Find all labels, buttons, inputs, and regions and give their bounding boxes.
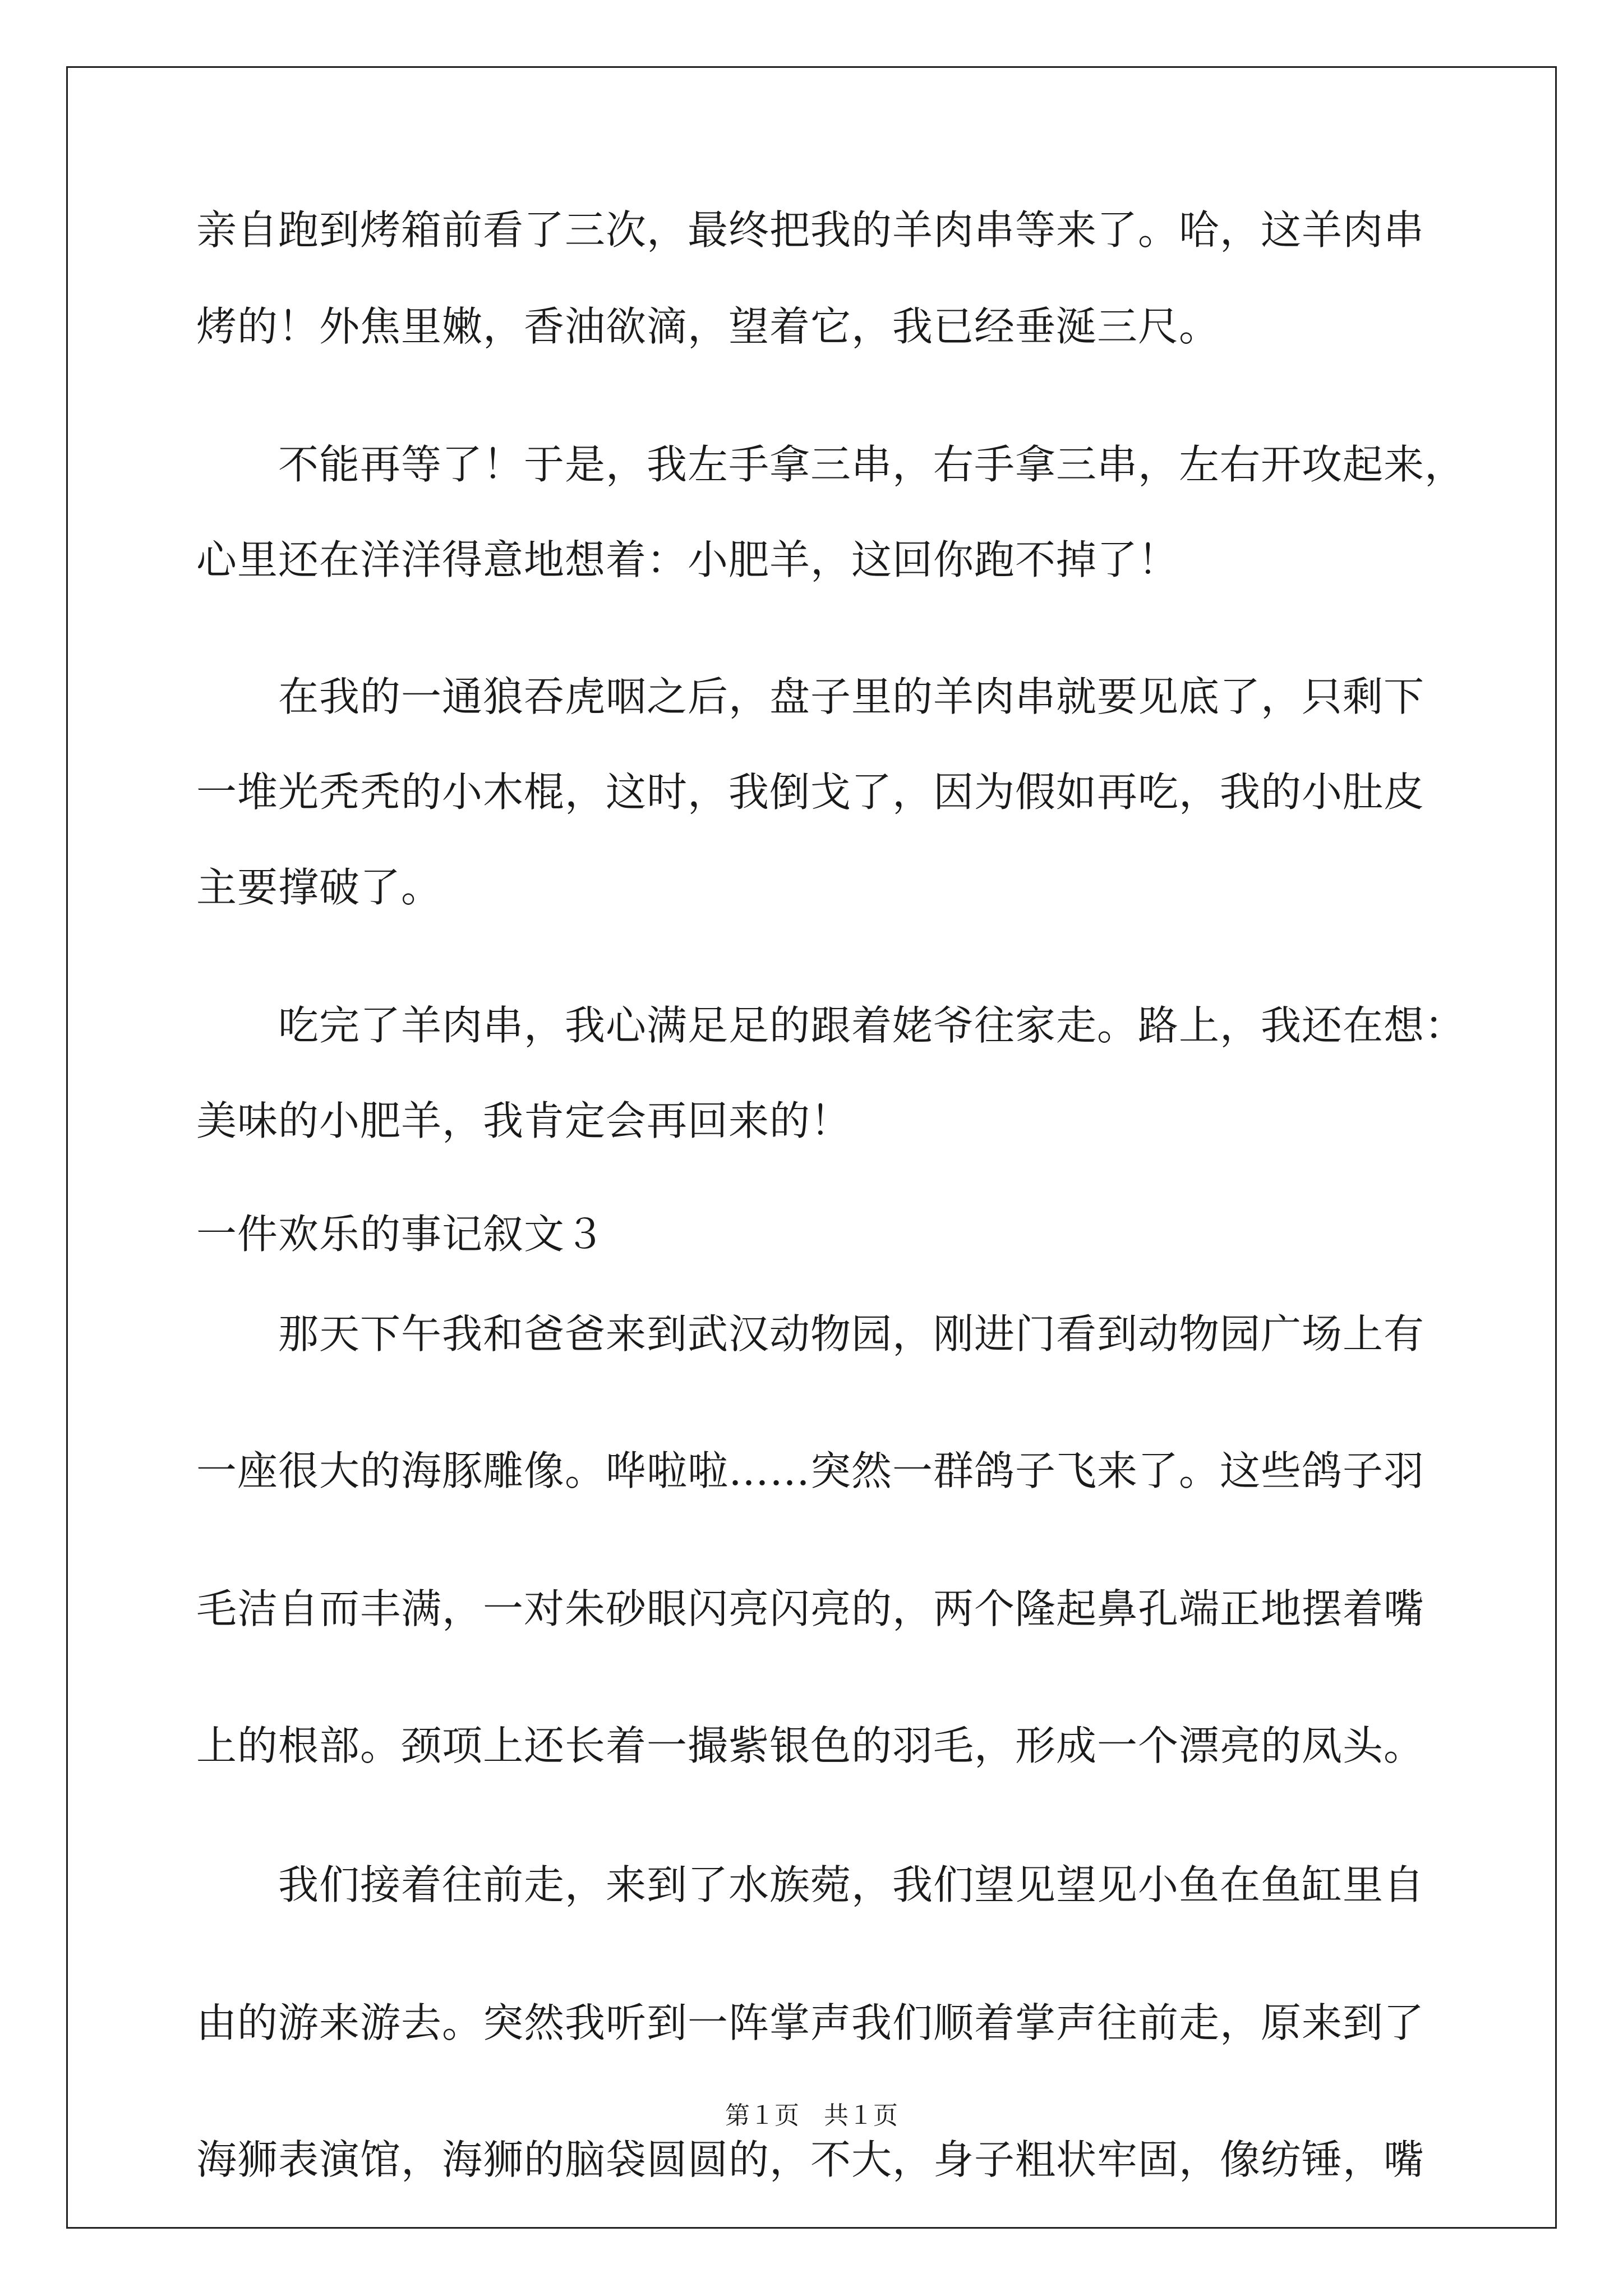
text-line: 不能再等了！于是，我左手拿三串，右手拿三串，左右开攻起来，	[196, 441, 1466, 488]
page-total: 共１页	[824, 2101, 898, 2130]
text-line: 烤的！外焦里嫩，香油欲滴，望着它，我已经垂涎三尺。	[196, 303, 1220, 350]
text-line: 一座很大的海豚雕像。哗啦啦……突然一群鸽子飞来了。这些鸽子羽	[196, 1447, 1425, 1494]
text-line: 上的根部。颈项上还长着一撮紫银色的羽毛，形成一个漂亮的凤头。	[196, 1722, 1425, 1769]
text-line: 由的游来游去。突然我听到一阵掌声我们顺着掌声往前走，原来到了	[196, 1999, 1425, 2046]
text-line: 在我的一通狼吞虎咽之后，盘子里的羊肉串就要见底了，只剩下	[196, 673, 1425, 720]
text-line: 那天下午我和爸爸来到武汉动物园，刚进门看到动物园广场上有	[196, 1310, 1425, 1358]
text-line: 海狮表演馆，海狮的脑袋圆圆的，不大，身子粗状牢固，像纺锤，嘴	[196, 2136, 1425, 2183]
text-line: 吃完了羊肉串，我心满足足的跟着姥爷往家走。路上，我还在想：	[196, 1002, 1466, 1049]
text-line: 我们接着往前走，来到了水族菀，我们望见望见小鱼在鱼缸里自	[196, 1861, 1425, 1908]
page-number: 第１页	[725, 2101, 799, 2130]
text-line: 亲自跑到烤箱前看了三次，最终把我的羊肉串等来了。哈，这羊肉串	[196, 206, 1425, 254]
text-line: 主要撑破了。	[196, 864, 442, 911]
text-line: 美味的小肥羊，我肯定会再回来的！	[196, 1097, 852, 1144]
text-line: 毛洁自而丰满，一对朱砂眼闪亮闪亮的，两个隆起鼻孔端正地摆着嘴	[196, 1585, 1425, 1632]
section-heading: 一件欢乐的事记叙文３	[196, 1211, 606, 1258]
text-line: 一堆光秃秃的小木棍，这时，我倒戈了，因为假如再吃，我的小肚皮	[196, 769, 1425, 816]
page-footer	[0, 2099, 1623, 2133]
text-line: 心里还在洋洋得意地想着：小肥羊，这回你跑不掉了！	[196, 536, 1179, 583]
